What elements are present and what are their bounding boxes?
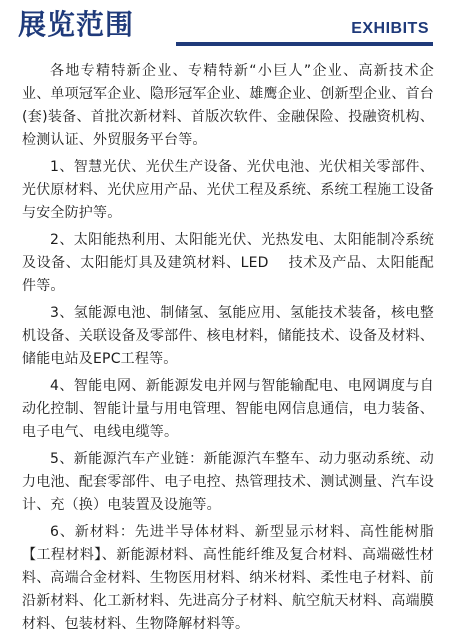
header-divider [176, 42, 433, 46]
page-subtitle: EXHIBITS [351, 20, 429, 37]
item-paragraph-5: 5、新能源汽车产业链：新能源汽车整车、动力驱动系统、动力电池、配套零部件、电子电控、热管理技术、测试测量、汽车设计、充（换）电装置及设施等。 [22, 451, 434, 513]
item-paragraph-4: 4、智能电网、新能源发电并网与智能输配电、电网调度与自动化控制、智能计量与用电管理、智能电网信息通信，电力装备、电子电气、电线电缆等。 [22, 378, 434, 440]
page-title: 展览范围 [18, 8, 135, 41]
item-paragraph-2: 2、太阳能热利用、太阳能光伏、光热发电、太阳能制冷系统及设备、太阳能灯具及建筑材料、LED 技术及产品、太阳能配件等。 [22, 232, 434, 294]
item-paragraph-1: 1、智慧光伏、光伏生产设备、光伏电池、光伏相关零部件、光伏原材料、光伏应用产品、光伏工程及系统、系统工程施工设备与安全防护等。 [22, 159, 434, 221]
page-header [0, 0, 453, 52]
exhibit-scope-content [22, 60, 434, 640]
item-paragraph-3: 3、氢能源电池、制储氢、氢能应用、氢能技术装备，核电整机设备、关联设备及零部件、核电材料，储能技术、设备及材料、储能电站及EPC工程等。 [22, 305, 434, 367]
intro-paragraph: 各地专精特新企业、专精特新“小巨人”企业、高新技术企业、单项冠军企业、隐形冠军企业、雄鹰企业、创新型企业、首台(套)装备、首批次新材料、首版次软件、金融保险、投融资机构、检测认证、外贸服务平台等。 [22, 63, 434, 148]
item-paragraph-6: 6、新材料：先进半导体材料、新型显示材料、高性能树脂【工程材料】、新能源材料、高性能纤维及复合材料、高端磁性材料、高端合金材料、生物医用材料、纳米材料、柔性电子材料、前沿新材料、化工新材料、先进高分子材料、航空航天材料、高端膜材料、包装材料、生物降解材料等。 [22, 524, 434, 632]
